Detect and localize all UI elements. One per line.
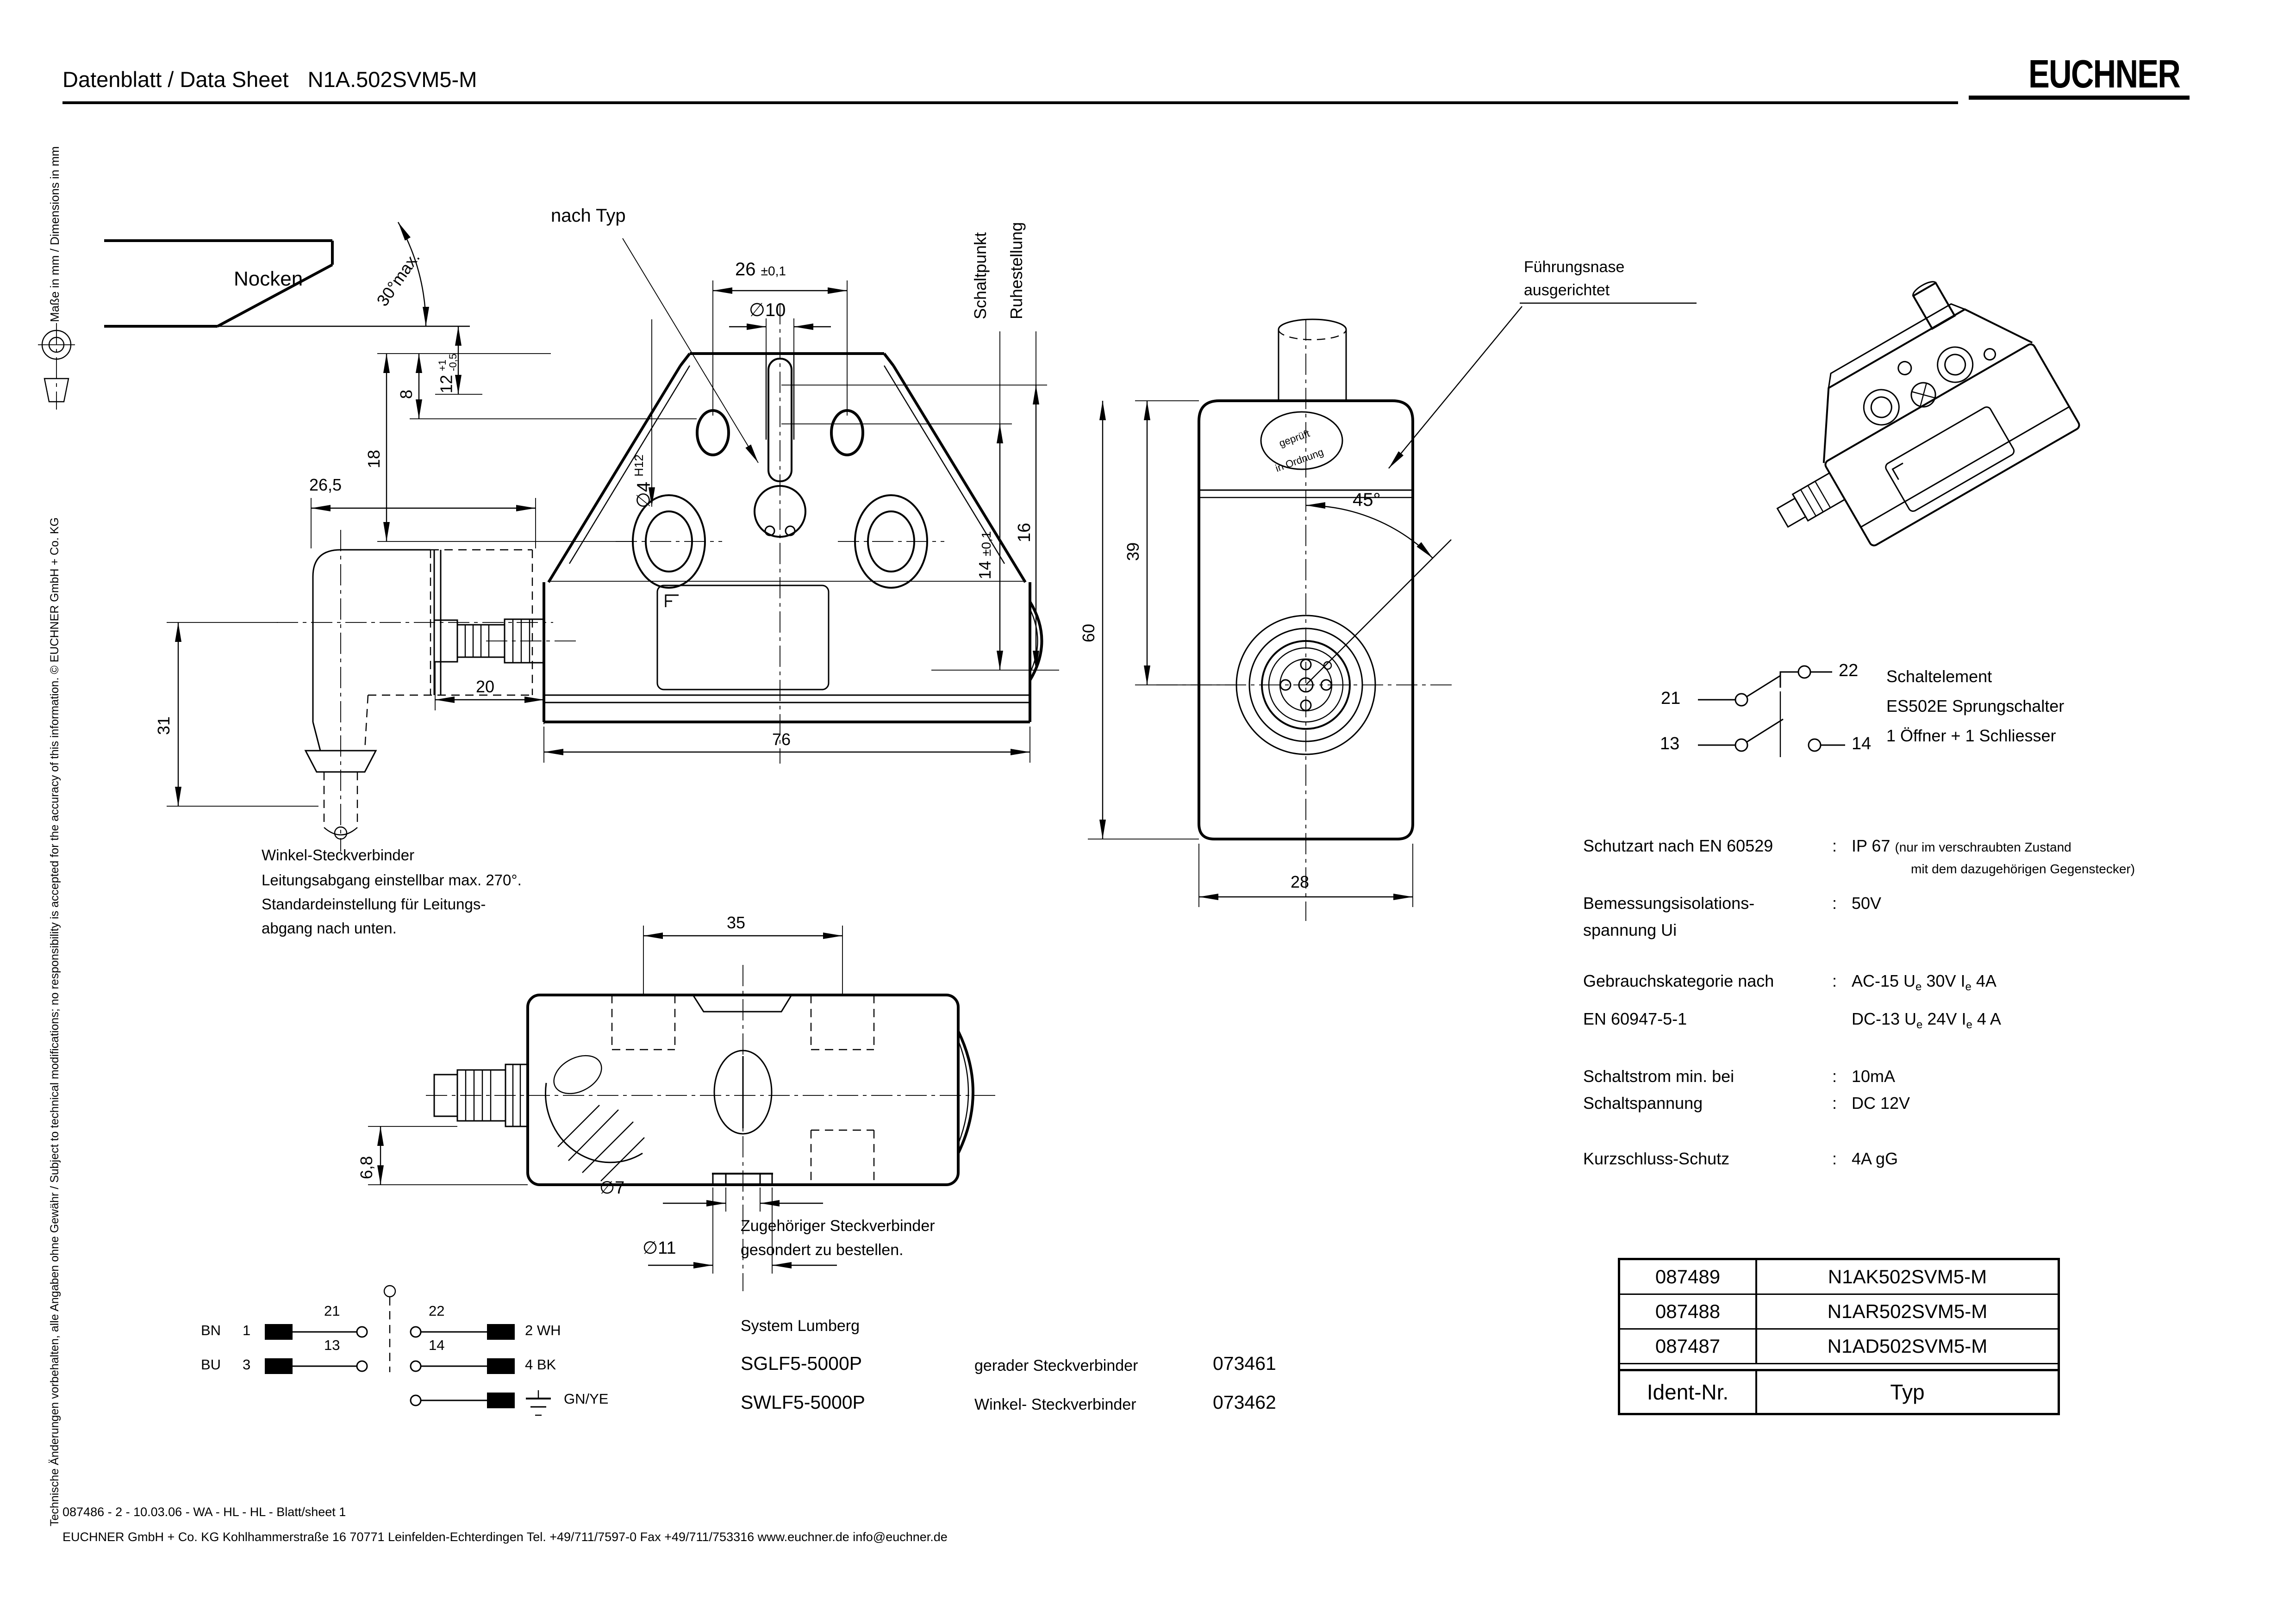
dim-45deg: 45° bbox=[1353, 490, 1381, 510]
order-item2-type: SWLF5-5000P bbox=[741, 1392, 865, 1413]
page-title bbox=[62, 68, 477, 92]
dim-28: 28 bbox=[1291, 872, 1310, 891]
table-row bbox=[1620, 1260, 2058, 1295]
side-view-drawing bbox=[1088, 303, 1697, 921]
circuit-diagram bbox=[1698, 666, 1845, 757]
wire-terminal-22: 22 bbox=[429, 1303, 445, 1319]
table-row bbox=[1620, 1330, 2058, 1364]
circuit-caption-2: ES502E Sprungschalter bbox=[1886, 696, 2065, 715]
footer-docinfo: 087486 - 2 - 10.03.06 - WA - HL - HL - Blatt/sheet 1 bbox=[62, 1505, 346, 1519]
type-table bbox=[1618, 1258, 2060, 1415]
footer-address: EUCHNER GmbH + Co. KG Kohlhammerstraße 16 70771 Leinfelden-Echterdingen Tel. +49/711/7597-0 Fax +49/711/753316 www.euchner.de info@euchner.de bbox=[62, 1530, 948, 1544]
spec-value-schutzart-2: mit dem dazugehörigen Gegenstecker) bbox=[1911, 862, 2135, 876]
circuit-caption-1: Schaltelement bbox=[1886, 667, 1992, 686]
winkel-note-2: Leitungsabgang einstellbar max. 270°. bbox=[262, 871, 522, 889]
spec-label-schutzart: Schutzart nach EN 60529 bbox=[1583, 836, 1773, 855]
ident-cell: 087488 bbox=[1620, 1295, 1757, 1328]
order-note-1: Zugehöriger Steckverbinder bbox=[741, 1217, 935, 1235]
wire-terminal-21: 21 bbox=[324, 1303, 340, 1319]
typ-header: Typ bbox=[1890, 1380, 1925, 1404]
winkel-note-3: Standardeinstellung für Leitungs- bbox=[262, 895, 486, 913]
spec-label-kurzschluss: Kurzschluss-Schutz bbox=[1583, 1149, 1730, 1168]
spec-label-schaltstrom: Schaltstrom min. bei bbox=[1583, 1067, 1734, 1086]
circuit-terminal-13: 13 bbox=[1660, 734, 1680, 753]
fuehrungsnase-label-2: ausgerichtet bbox=[1524, 281, 1610, 299]
margin-dimension-note: Maße in mm / Dimensions in mm bbox=[48, 146, 62, 322]
dim-20: 20 bbox=[476, 677, 495, 696]
typ-cell: N1AK502SVM5-M bbox=[1828, 1266, 1987, 1287]
dim-39: 39 bbox=[1123, 542, 1142, 561]
circuit-terminal-21: 21 bbox=[1661, 689, 1681, 708]
spec-colon-2: : bbox=[1832, 894, 1837, 913]
spec-value-schutzart: IP 67 (nur im verschraubten Zustand bbox=[1852, 836, 2071, 855]
wiring-diagram bbox=[265, 1286, 551, 1415]
order-item1-id: 073461 bbox=[1213, 1353, 1276, 1374]
circuit-caption-3: 1 Öffner + 1 Schliesser bbox=[1886, 726, 2056, 745]
dim-7: ∅7 bbox=[599, 1178, 625, 1198]
wire-pin-1: 1 bbox=[243, 1322, 251, 1338]
order-system: System Lumberg bbox=[741, 1317, 860, 1335]
schaltpunkt-label: Schaltpunkt bbox=[971, 232, 990, 319]
dim-26-5: 26,5 bbox=[309, 475, 342, 494]
order-item1-desc: gerader Steckverbinder bbox=[974, 1357, 1138, 1374]
spec-colon-1: : bbox=[1832, 836, 1837, 855]
isometric-view-drawing bbox=[1717, 252, 2081, 579]
circuit-terminal-22: 22 bbox=[1839, 661, 1859, 680]
spec-label-en60947: EN 60947-5-1 bbox=[1583, 1009, 1687, 1028]
wire-gnye: GN/YE bbox=[564, 1391, 609, 1407]
dim-10: ∅10 bbox=[749, 300, 786, 320]
wire-pin-4-bk: 4 BK bbox=[525, 1356, 556, 1373]
cam-angle-dim: 30°max. bbox=[373, 248, 424, 310]
winkel-note-4: abgang nach unten. bbox=[262, 920, 397, 937]
nach-typ-label: nach Typ bbox=[551, 205, 626, 226]
wire-color-bn: BN bbox=[201, 1322, 221, 1338]
order-item2-desc: Winkel- Steckverbinder bbox=[974, 1396, 1136, 1413]
badge-text-2: in Ordnung bbox=[1273, 446, 1325, 474]
dim-60: 60 bbox=[1079, 623, 1098, 642]
wire-pin-3: 3 bbox=[243, 1356, 251, 1373]
dim-14: 14 ±0,1 bbox=[975, 531, 994, 579]
spec-value-kurzschluss: 4A gG bbox=[1852, 1149, 1898, 1168]
table-double-rule bbox=[1620, 1364, 2058, 1371]
order-item2-id: 073462 bbox=[1213, 1392, 1276, 1413]
typ-cell: N1AD502SVM5-M bbox=[1827, 1335, 1988, 1357]
dim-6-8: 6,8 bbox=[357, 1156, 376, 1179]
dim-8: 8 bbox=[397, 389, 416, 399]
dim-35: 35 bbox=[727, 913, 746, 932]
spec-label-bemessung-2: spannung Ui bbox=[1583, 920, 1677, 939]
margin-disclaimer: Technische Änderungen vorbehalten, alle Angaben ohne Gewähr / Subject to technical modifications; no responsibility is accepted for the accuracy of this information. © EUCHNER GmbH + Co. KG bbox=[48, 517, 61, 1526]
spec-value-dc: DC-13 $U_e$ 24V $I_e$ 4 A bbox=[1852, 1009, 2001, 1032]
dim-18: 18 bbox=[364, 449, 383, 468]
cam-height-dim: 12 +1 -0,5 bbox=[437, 354, 459, 393]
dim-16: 16 bbox=[1015, 522, 1034, 542]
dim-4-h12: ∅4 $^{H12}$ bbox=[632, 454, 654, 508]
title-label: Datenblatt / Data Sheet bbox=[62, 67, 289, 92]
spec-value-ac: AC-15 $U_e$ 30V $I_e$ 4A bbox=[1852, 971, 1997, 994]
spec-value-schaltstrom: 10mA bbox=[1852, 1067, 1896, 1086]
typ-cell: N1AR502SVM5-M bbox=[1827, 1300, 1988, 1322]
bottom-view-drawing bbox=[368, 926, 1000, 1291]
dim-31: 31 bbox=[154, 716, 173, 735]
dim-76: 76 bbox=[772, 730, 791, 749]
order-item1-type: SGLF5-5000P bbox=[741, 1353, 862, 1374]
spec-label-gebrauch: Gebrauchskategorie nach bbox=[1583, 971, 1774, 990]
wire-color-bu: BU bbox=[201, 1356, 221, 1373]
ident-cell: 087487 bbox=[1620, 1330, 1757, 1363]
order-note-2: gesondert zu bestellen. bbox=[741, 1241, 904, 1259]
table-row bbox=[1620, 1295, 2058, 1330]
spec-value-schaltspannung: DC 12V bbox=[1852, 1094, 1910, 1113]
ident-header: Ident-Nr. bbox=[1620, 1371, 1757, 1413]
badge-text-1: geprüft bbox=[1277, 427, 1311, 449]
first-angle-projection-icon bbox=[38, 323, 75, 410]
angle-connector-view-drawing bbox=[167, 498, 553, 852]
winkel-note-1: Winkel-Steckverbinder bbox=[262, 846, 415, 864]
spec-label-schaltspannung: Schaltspannung bbox=[1583, 1094, 1703, 1113]
ruhestellung-label: Ruhestellung bbox=[1007, 222, 1026, 319]
spec-colon-6: : bbox=[1832, 1094, 1837, 1113]
ident-cell: 087489 bbox=[1620, 1260, 1757, 1293]
cam-label: Nocken bbox=[234, 267, 303, 290]
cam-drawing bbox=[104, 222, 482, 394]
euchner-logo: EUCHNER bbox=[2028, 51, 2180, 96]
spec-colon-5: : bbox=[1832, 1067, 1837, 1086]
dim-11: ∅11 bbox=[643, 1238, 676, 1258]
wire-pin-2-wh: 2 WH bbox=[525, 1322, 561, 1338]
dim-26: 26 ±0,1 bbox=[735, 259, 786, 280]
spec-colon-3: : bbox=[1832, 971, 1837, 990]
spec-value-bemessung: 50V bbox=[1852, 894, 1882, 913]
header-rules bbox=[62, 98, 2190, 103]
fuehrungsnase-label-1: Führungsnase bbox=[1524, 258, 1625, 276]
spec-colon-7: : bbox=[1832, 1149, 1837, 1168]
circuit-terminal-14: 14 bbox=[1852, 734, 1872, 753]
wire-terminal-14: 14 bbox=[429, 1337, 445, 1353]
spec-label-bemessung-1: Bemessungsisolations- bbox=[1583, 894, 1755, 913]
part-number: N1A.502SVM5-M bbox=[307, 67, 477, 92]
table-header-row bbox=[1620, 1371, 2058, 1413]
wire-terminal-13: 13 bbox=[324, 1337, 340, 1353]
